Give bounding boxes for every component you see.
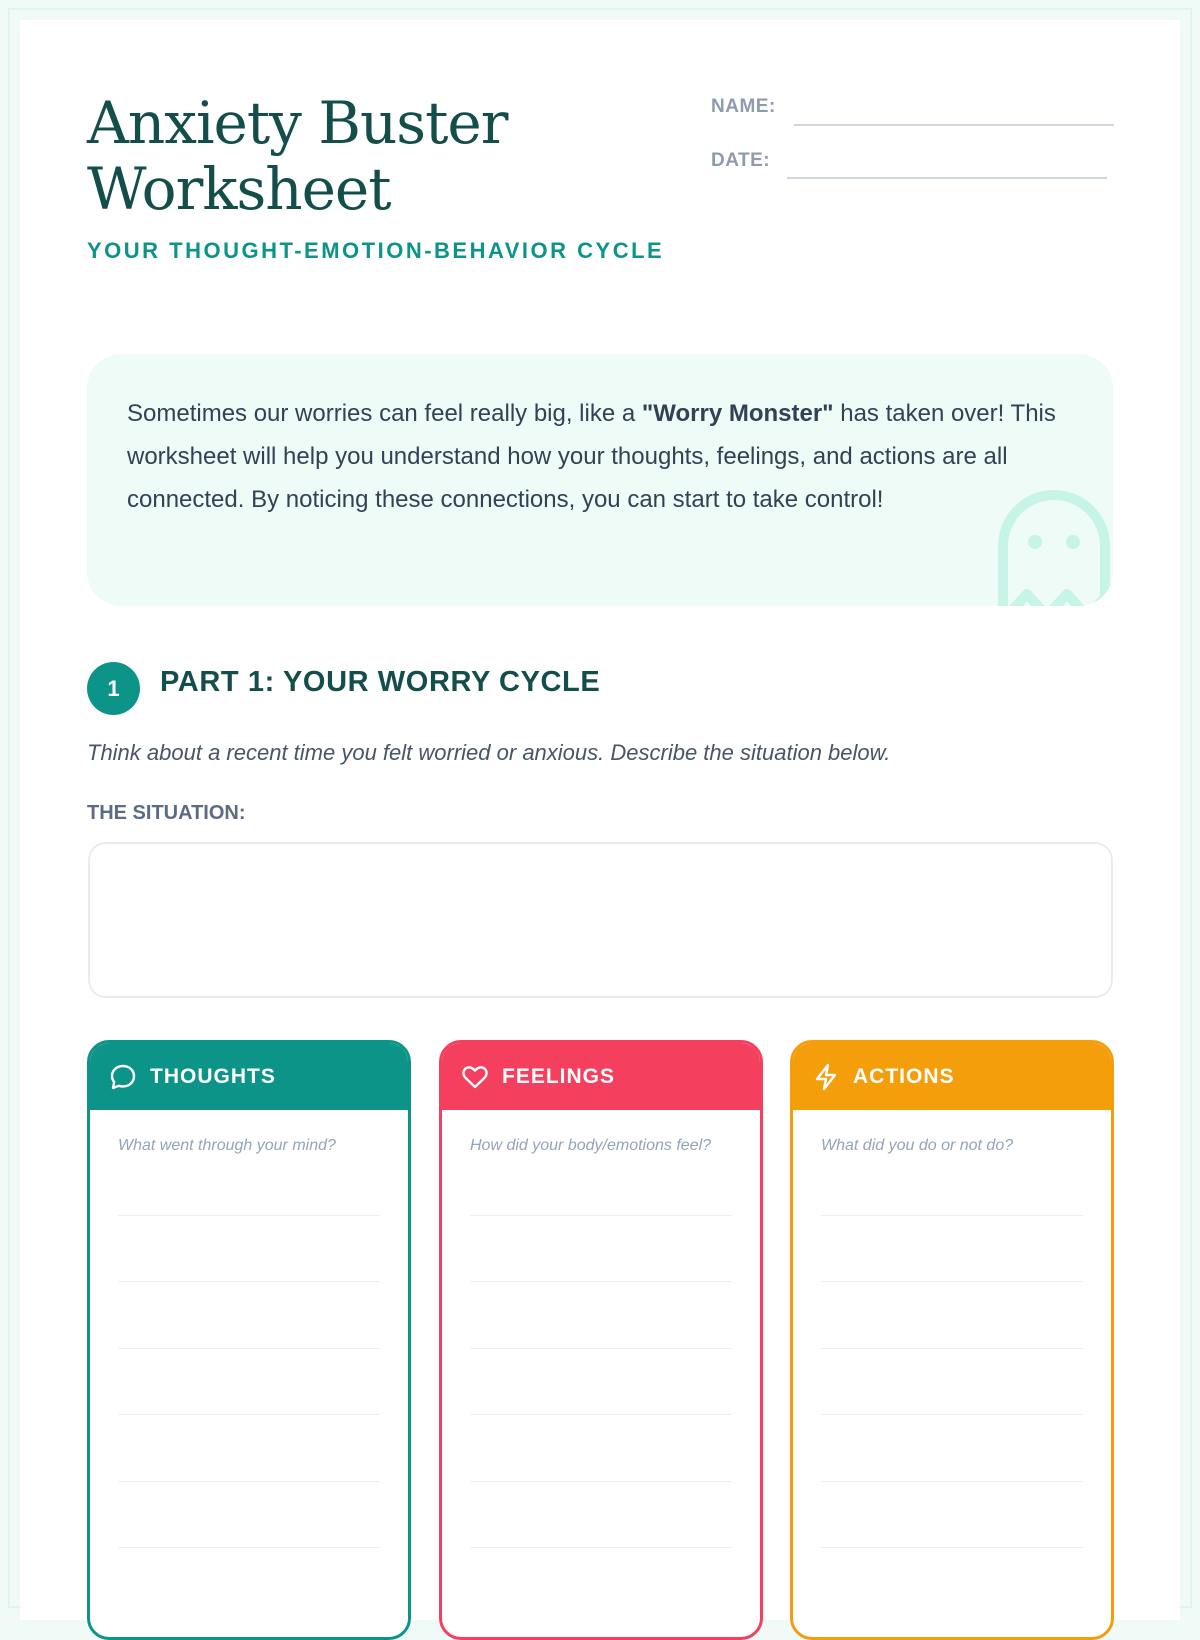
feelings-write-line[interactable] xyxy=(470,1281,732,1282)
part-1-instruction: Think about a recent time you felt worried or anxious. Describe the situation below. xyxy=(87,740,891,765)
intro-text-start: Sometimes our worries can feel really big, like a xyxy=(127,400,642,427)
speech-bubble-icon xyxy=(108,1062,138,1092)
actions-prompt: What did you do or not do? xyxy=(821,1137,1014,1154)
title-line-2: Worksheet xyxy=(87,155,391,223)
actions-write-line[interactable] xyxy=(821,1481,1083,1482)
name-field[interactable] xyxy=(794,124,1114,126)
date-label: DATE: xyxy=(711,150,771,171)
worksheet-title xyxy=(87,90,507,222)
thoughts-write-line[interactable] xyxy=(118,1215,380,1216)
thoughts-write-line[interactable] xyxy=(118,1481,380,1482)
feelings-header xyxy=(442,1043,760,1110)
feelings-write-line[interactable] xyxy=(470,1348,732,1349)
date-field[interactable] xyxy=(787,177,1107,179)
thoughts-title: THOUGHTS xyxy=(150,1064,276,1088)
heart-icon xyxy=(460,1062,490,1092)
actions-title: ACTIONS xyxy=(853,1064,955,1088)
intro-text-end: has taken over! This worksheet will help you understand how your thoughts, feelings, and actions are all connected. By noticing these connections, you can start to take control! xyxy=(127,400,1056,513)
intro-text xyxy=(127,392,1057,521)
actions-write-line[interactable] xyxy=(821,1348,1083,1349)
intro-box xyxy=(87,354,1113,606)
title-line-1: Anxiety Buster xyxy=(87,89,508,157)
thoughts-prompt: What went through your mind? xyxy=(118,1137,336,1154)
feelings-title: FEELINGS xyxy=(502,1064,616,1088)
thoughts-column xyxy=(87,1040,411,1640)
feelings-column xyxy=(439,1040,763,1640)
lightning-icon xyxy=(811,1062,841,1092)
actions-write-line[interactable] xyxy=(821,1414,1083,1415)
worksheet-subtitle: YOUR THOUGHT-EMOTION-BEHAVIOR CYCLE xyxy=(87,238,665,263)
part-1-title: PART 1: YOUR WORRY CYCLE xyxy=(160,666,601,698)
actions-write-line[interactable] xyxy=(821,1547,1083,1548)
feelings-write-line[interactable] xyxy=(470,1414,732,1415)
name-label: NAME: xyxy=(711,96,776,117)
feelings-write-line[interactable] xyxy=(470,1547,732,1548)
thoughts-write-line[interactable] xyxy=(118,1281,380,1282)
feelings-write-line[interactable] xyxy=(470,1481,732,1482)
step-number-badge: 1 xyxy=(87,662,140,715)
situation-input[interactable] xyxy=(88,842,1113,998)
feelings-prompt: How did your body/emotions feel? xyxy=(470,1137,712,1154)
worry-monster-highlight: "Worry Monster" xyxy=(641,400,834,427)
thoughts-header xyxy=(90,1043,408,1110)
feelings-write-line[interactable] xyxy=(470,1215,732,1216)
thoughts-write-line[interactable] xyxy=(118,1414,380,1415)
actions-column xyxy=(790,1040,1114,1640)
thoughts-write-line[interactable] xyxy=(118,1348,380,1349)
situation-label: THE SITUATION: xyxy=(87,802,246,824)
actions-write-line[interactable] xyxy=(821,1215,1083,1216)
thoughts-write-line[interactable] xyxy=(118,1547,380,1548)
actions-header xyxy=(793,1043,1111,1110)
ghost-icon xyxy=(991,476,1113,606)
actions-write-line[interactable] xyxy=(821,1281,1083,1282)
